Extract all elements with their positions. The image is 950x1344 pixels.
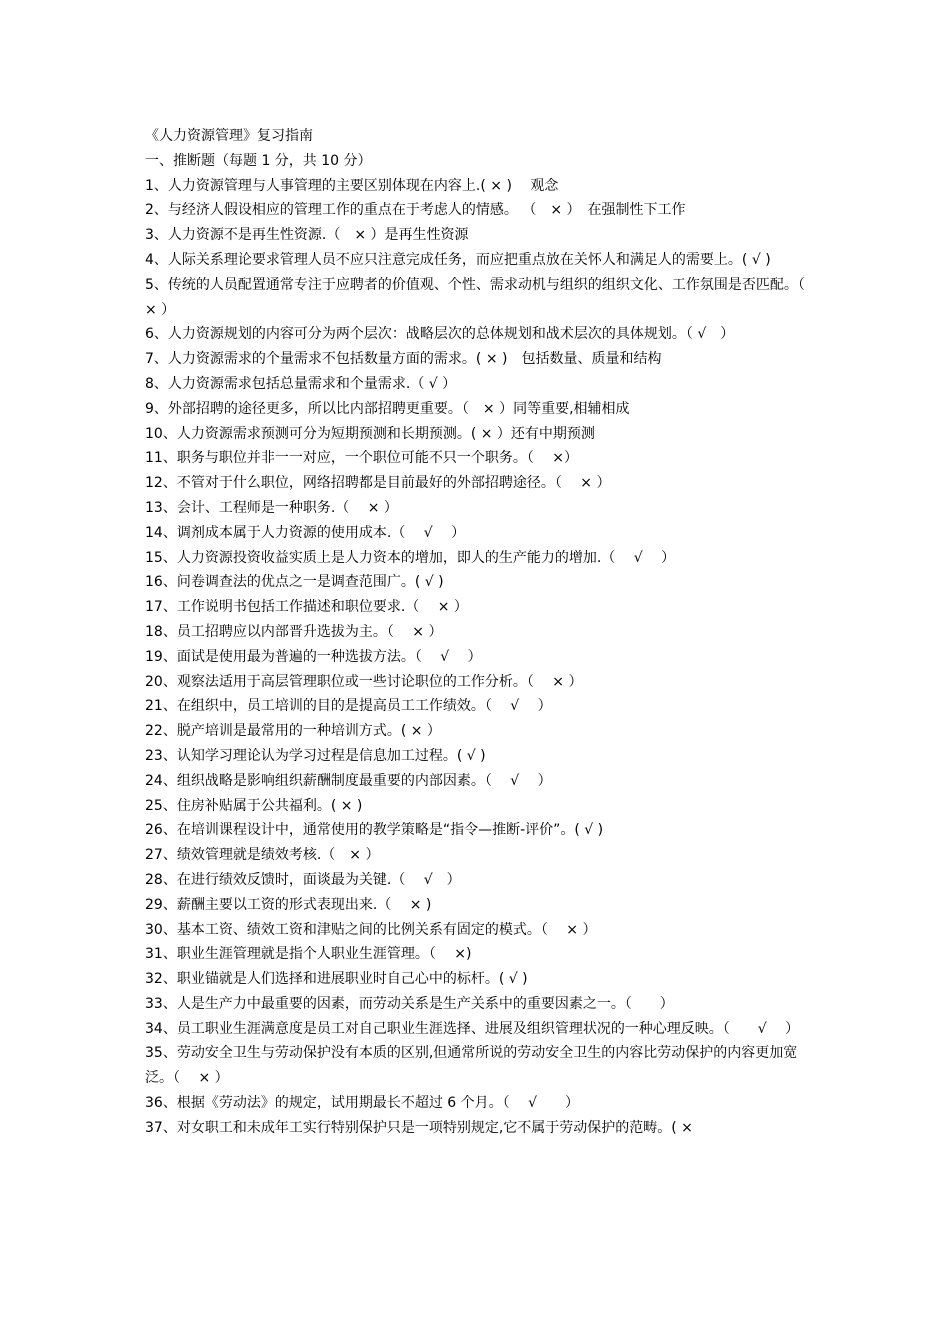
list-item: 5、传统的人员配置通常专注于应聘者的价值观、个性、需求动机与组织的组织文化、工作氛围是否匹配。（ × ） xyxy=(145,276,824,318)
list-item: 17、工作说明书包括工作描述和职位要求.（ × ） xyxy=(145,599,468,616)
list-item: 32、职业锚就是人们选择和进展职业时自己心中的标杆。( √ ) xyxy=(145,971,528,988)
list-item: 25、住房补贴属于公共福利。( × ) xyxy=(145,797,363,814)
list-item: 3、人力资源不是再生性资源.（ × ）是再生性资源 xyxy=(145,227,469,244)
list-item: 29、薪酬主要以工资的形式表现出来.（ × ) xyxy=(145,896,432,913)
list-item: 21、在组织中，员工培训的目的是提高员工工作绩效。（ √ ） xyxy=(145,698,552,715)
list-item: 6、人力资源规划的内容可分为两个层次：战略层次的总体规划和战术层次的具体规划。（ √ ） xyxy=(145,326,735,343)
list-item: 30、基本工资、绩效工资和津贴之间的比例关系有固定的模式。（ × ） xyxy=(145,921,597,938)
list-item: 16、问卷调查法的优点之一是调查范围广。( √ ) xyxy=(145,574,444,591)
list-item: 2、与经济人假设相应的管理工作的重点在于考虑人的情感。 （ × ） 在强制性下工作 xyxy=(145,202,686,219)
list-item: 15、人力资源投资收益实质上是人力资本的增加，即人的生产能力的增加.（ √ ） xyxy=(145,549,676,566)
list-item: 12、不管对于什么职位，网络招聘都是目前最好的外部招聘途径。（ × ） xyxy=(145,475,611,492)
list-item: 28、在进行绩效反馈时，面谈最为关键.（ √ ） xyxy=(145,871,461,888)
list-item: 22、脱产培训是最常用的一种培训方式。( × ） xyxy=(145,723,441,740)
list-item: 23、认知学习理论认为学习过程是信息加工过程。( √ ) xyxy=(145,747,486,764)
document-title: 《人力资源管理》复习指南 xyxy=(145,128,313,144)
list-item: 24、组织战略是影响组织薪酬制度最重要的内部因素。（ √ ） xyxy=(145,772,552,789)
list-item: 8、人力资源需求包括总量需求和个量需求.（ √ ） xyxy=(145,375,457,392)
list-item: 7、人力资源需求的个量需求不包括数量方面的需求。( × ) 包括数量、质量和结构 xyxy=(145,351,662,368)
list-item: 18、员工招聘应以内部晋升选拔为主。（ × ） xyxy=(145,623,443,640)
list-item: 37、对女职工和未成年工实行特别保护只是一项特别规定,它不属于劳动保护的范畴。( × xyxy=(145,1119,693,1136)
list-item: 11、职务与职位并非一一对应，一个职位可能不只一个职务。（ ×） xyxy=(145,450,578,467)
list-item: 33、人是生产力中最重要的因素，而劳动关系是生产关系中的重要因素之一。（ ） xyxy=(145,995,674,1012)
list-item: 1、人力资源管理与人事管理的主要区别体现在内容上.( × ) 观念 xyxy=(145,177,559,194)
list-item: 14、调剂成本属于人力资源的使用成本.（ √ ） xyxy=(145,524,466,541)
list-item: 31、职业生涯管理就是指个人职业生涯管理。（ ×) xyxy=(145,946,472,963)
list-item: 36、根据《劳动法》的规定，试用期最长不超过 6 个月。（ √ ） xyxy=(145,1095,579,1112)
document-content xyxy=(145,124,824,1141)
list-item: 26、在培训课程设计中，通常使用的教学策略是“指令—推断-评价”。( √ ) xyxy=(145,822,604,839)
list-item: 10、人力资源需求预测可分为短期预测和长期预测。( × ）还有中期预测 xyxy=(145,425,595,442)
list-item: 13、会计、工程师是一种职务.（ × ） xyxy=(145,499,398,516)
list-item: 20、观察法适用于高层管理职位或一些讨论职位的工作分析。（ × ） xyxy=(145,673,583,690)
section-heading: 一、推断题（每题 1 分，共 10 分） xyxy=(145,152,372,169)
list-item: 27、绩效管理就是绩效考核.（ × ） xyxy=(145,847,380,864)
list-item: 4、人际关系理论要求管理人员不应只注意完成任务，而应把重点放在关怀人和满足人的需要上。( √ ) xyxy=(145,251,771,268)
list-item: 9、外部招聘的途径更多，所以比内部招聘更重要。（ × ）同等重要,相辅相成 xyxy=(145,400,630,417)
list-item: 19、面试是使用最为普遍的一种选拔方法。（ √ ） xyxy=(145,648,482,665)
list-item: 34、员工职业生涯满意度是员工对自己职业生涯选择、进展及组织管理状况的一种心理反映。（ √ ） xyxy=(145,1020,800,1037)
list-item: 35、劳动安全卫生与劳动保护没有本质的区别,但通常所说的劳动安全卫生的内容比劳动保护的内容更加宽泛。（ × ） xyxy=(145,1045,798,1087)
